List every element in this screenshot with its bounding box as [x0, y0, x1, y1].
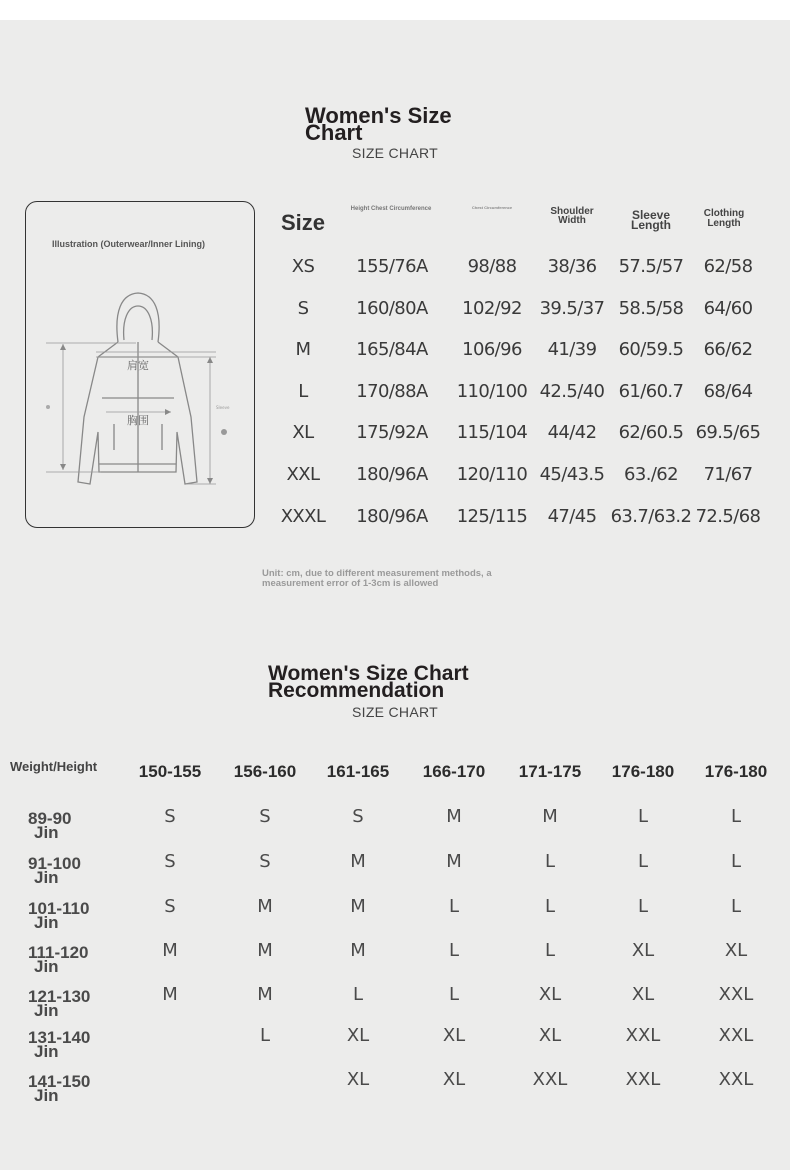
size-cell-height-chest: 180/96A [356, 464, 428, 485]
weight-row-header [28, 899, 90, 933]
size-cell-chest: 98/88 [467, 256, 517, 277]
size-cell-sleeve: 58.5/58 [618, 297, 684, 319]
size-cell-sleeve: 57.5/57 [618, 256, 684, 277]
recommended-size-cell: L [637, 806, 649, 827]
size-cell-sleeve: 63./62 [624, 464, 678, 485]
recommended-size-cell: XL [442, 1025, 466, 1046]
size-cell-shoulder: 39.5/37 [539, 297, 605, 319]
recommended-size-cell: S [259, 851, 271, 872]
size-cell-clothing-length: 71/67 [703, 464, 753, 485]
recommended-size-cell: XL [346, 1069, 370, 1090]
size-cell-size: M [295, 339, 311, 361]
weight-row-header [28, 854, 81, 888]
size-cell-shoulder: 45/43.5 [539, 464, 605, 485]
weight-unit: Jin [34, 1086, 59, 1106]
size-cell-clothing-length: 69.5/65 [695, 422, 761, 444]
weight-range: 89-90 [28, 809, 72, 828]
weight-row-header [28, 1072, 91, 1106]
size-cell-clothing-length: 72.5/68 [695, 505, 761, 527]
recommended-size-cell: M [542, 806, 558, 827]
weight-unit: Jin [34, 957, 59, 977]
size-cell-clothing-length: 68/64 [703, 380, 753, 402]
size-chart-page [0, 20, 790, 1170]
size-cell-sleeve: 63.7/63.2 [610, 505, 692, 527]
header-clothing-length: Clothing Length [703, 208, 745, 229]
height-column-header: 176-180 [611, 762, 675, 781]
header-shoulder: Shoulder Width [550, 206, 594, 226]
size-cell-size: XL [292, 422, 314, 444]
size-cell-chest: 115/104 [456, 422, 528, 444]
recommended-size-cell: M [257, 940, 273, 961]
recommended-size-cell: L [352, 984, 364, 1005]
recommended-size-cell: S [164, 851, 176, 872]
weight-row-header [28, 1028, 91, 1062]
garment-illustration [25, 201, 255, 528]
size-cell-shoulder: 42.5/40 [539, 380, 605, 402]
weight-range: 121-130 [28, 987, 91, 1006]
size-cell-chest: 110/100 [456, 380, 528, 402]
recommended-size-cell: XL [631, 984, 655, 1005]
corner-header-weight-height: Weight/Height [10, 759, 98, 774]
height-column-header: 150-155 [138, 762, 202, 781]
size-cell-clothing-length: 62/58 [703, 256, 753, 277]
recommended-size-cell: M [350, 896, 366, 917]
size-cell-height-chest: 170/88A [356, 380, 428, 402]
measurement-note: Unit: cm, due to different measurement methods, a measurement error of 1-3cm is allowed [262, 568, 492, 589]
recommended-size-cell: M [162, 984, 178, 1005]
recommended-size-cell: XXL [625, 1025, 661, 1046]
sleeve-side-label: Sleeve [216, 405, 230, 410]
recommended-size-cell: L [448, 940, 460, 961]
size-cell-height-chest: 160/80A [356, 297, 428, 319]
size-cell-shoulder: 47/45 [547, 505, 597, 527]
recommended-size-cell: M [257, 896, 273, 917]
weight-range: 111-120 [28, 943, 89, 962]
shoulder-width-cn-label: 肩宽 [127, 359, 149, 372]
recommendation-title: Women's Size Chart Recommendation [268, 662, 469, 702]
recommended-size-cell: S [164, 806, 176, 827]
size-cell-height-chest: 165/84A [356, 339, 428, 361]
size-cell-clothing-length: 64/60 [703, 297, 753, 319]
recommended-size-cell: L [544, 940, 556, 961]
recommended-size-cell: XL [538, 1025, 562, 1046]
size-cell-shoulder: 38/36 [547, 256, 597, 277]
height-column-header: 171-175 [518, 762, 582, 781]
weight-unit: Jin [34, 868, 59, 888]
recommended-size-cell: M [257, 984, 273, 1005]
header-size: Size [280, 210, 326, 235]
size-cell-size: L [298, 380, 308, 402]
weight-unit: Jin [34, 1001, 59, 1021]
recommended-size-cell: M [350, 940, 366, 961]
height-column-header: 176-180 [704, 762, 768, 781]
weight-row-header [28, 987, 91, 1021]
size-cell-chest: 106/96 [462, 339, 522, 361]
size-cell-shoulder: 44/42 [547, 422, 597, 444]
weight-row-header [28, 943, 89, 977]
header-sleeve: Sleeve Length [631, 208, 671, 233]
recommended-size-cell: S [352, 806, 364, 827]
recommended-size-cell: XXL [718, 1069, 754, 1090]
recommendation-subtitle: SIZE CHART [352, 704, 438, 720]
recommended-size-cell: L [637, 851, 649, 872]
header-chest: Chest Circumference [471, 205, 513, 210]
size-cell-sleeve: 61/60.7 [618, 380, 684, 402]
recommended-size-cell: L [730, 896, 742, 917]
weight-unit: Jin [34, 823, 59, 843]
recommended-size-cell: XL [538, 984, 562, 1005]
jacket-drawing [26, 202, 256, 529]
recommended-size-cell: L [730, 806, 742, 827]
recommended-size-cell: XXL [718, 984, 754, 1005]
recommended-size-cell: M [350, 851, 366, 872]
recommended-size-cell: XL [442, 1069, 466, 1090]
weight-range: 141-150 [28, 1072, 91, 1091]
size-cell-size: S [297, 297, 309, 319]
size-cell-chest: 102/92 [462, 297, 522, 319]
weight-range: 131-140 [28, 1028, 91, 1047]
size-cell-size: XS [291, 256, 315, 277]
height-column-header: 156-160 [233, 762, 297, 781]
size-cell-size: XXXL [280, 505, 326, 527]
recommended-size-cell: XXL [625, 1069, 661, 1090]
recommended-size-cell: L [730, 851, 742, 872]
size-cell-size: XXL [286, 464, 320, 485]
size-chart-subtitle: SIZE CHART [352, 145, 438, 161]
size-cell-chest: 125/115 [456, 505, 528, 527]
recommended-size-cell: XL [724, 940, 748, 961]
recommended-size-cell: L [448, 896, 460, 917]
size-cell-shoulder: 41/39 [547, 339, 597, 361]
recommended-size-cell: S [164, 896, 176, 917]
height-column-header: 166-170 [422, 762, 486, 781]
weight-unit: Jin [34, 913, 59, 933]
recommended-size-cell: M [446, 806, 462, 827]
recommended-size-cell: XXL [532, 1069, 568, 1090]
size-cell-height-chest: 180/96A [356, 505, 428, 527]
recommended-size-cell: L [448, 984, 460, 1005]
recommended-size-cell: XL [346, 1025, 370, 1046]
recommended-size-cell: L [637, 896, 649, 917]
size-cell-sleeve: 60/59.5 [618, 339, 684, 361]
recommended-size-cell: M [446, 851, 462, 872]
header-height-chest: Height Chest Circumference [350, 206, 432, 212]
recommended-size-cell: M [162, 940, 178, 961]
recommended-size-cell: XXL [718, 1025, 754, 1046]
weight-range: 91-100 [28, 854, 81, 873]
size-cell-height-chest: 155/76A [356, 256, 428, 277]
recommended-size-cell: L [544, 851, 556, 872]
recommended-size-cell: L [544, 896, 556, 917]
recommended-size-cell: S [259, 806, 271, 827]
weight-unit: Jin [34, 1042, 59, 1062]
size-cell-height-chest: 175/92A [356, 422, 428, 444]
illustration-label: Illustration (Outerwear/Inner Lining) [52, 239, 206, 249]
size-cell-chest: 120/110 [456, 464, 528, 485]
size-cell-clothing-length: 66/62 [703, 339, 753, 361]
weight-range: 101-110 [28, 899, 90, 918]
height-column-header: 161-165 [326, 762, 390, 781]
recommended-size-cell: L [259, 1025, 271, 1046]
size-chart-title: Women's Size Chart [305, 103, 452, 145]
weight-row-header [28, 809, 72, 843]
size-cell-sleeve: 62/60.5 [618, 422, 684, 444]
chest-cn-label: 胸围 [127, 414, 149, 427]
recommended-size-cell: XL [631, 940, 655, 961]
